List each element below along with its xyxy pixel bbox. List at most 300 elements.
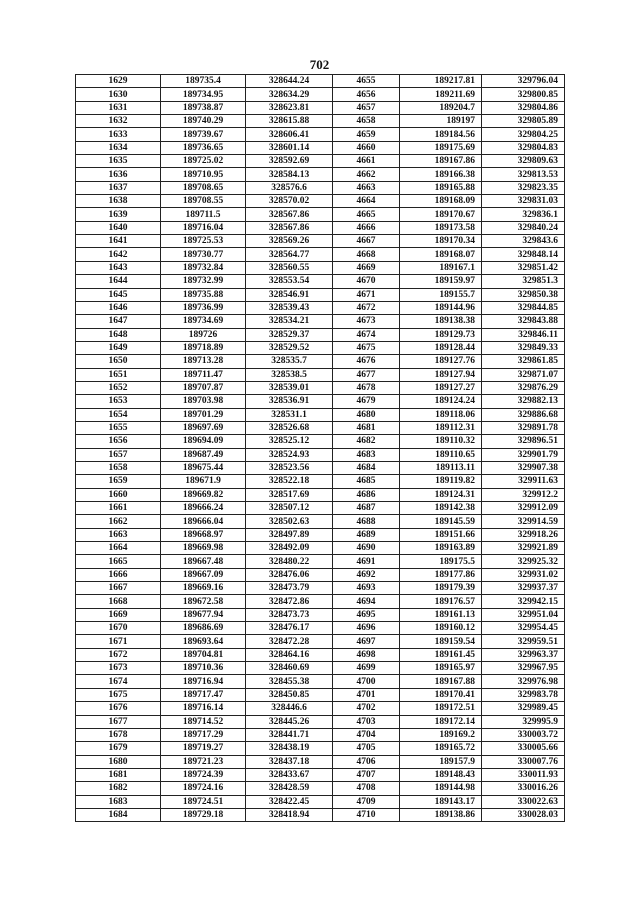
y-coordinate-left-cell: 328623.81 [246, 101, 333, 114]
y-coordinate-right-cell: 329796.04 [482, 75, 565, 88]
y-coordinate-left-cell: 328525.12 [246, 435, 333, 448]
x-coordinate-left-cell: 189671.9 [161, 475, 246, 488]
table-row [76, 728, 565, 741]
x-coordinate-right-cell: 189168.09 [400, 195, 482, 208]
y-coordinate-left-cell: 328546.91 [246, 288, 333, 301]
y-coordinate-left-cell: 328524.93 [246, 448, 333, 461]
point-number-left-cell: 1648 [76, 328, 161, 341]
x-coordinate-right-cell: 189175.5 [400, 555, 482, 568]
point-number-left-cell: 1642 [76, 248, 161, 261]
x-coordinate-left-cell: 189716.04 [161, 221, 246, 234]
x-coordinate-left-cell: 189719.27 [161, 742, 246, 755]
point-number-left-cell: 1652 [76, 381, 161, 394]
y-coordinate-left-cell: 328539.43 [246, 301, 333, 314]
x-coordinate-right-cell: 189129.73 [400, 328, 482, 341]
x-coordinate-right-cell: 189128.44 [400, 341, 482, 354]
point-number-left-cell: 1658 [76, 461, 161, 474]
x-coordinate-left-cell: 189667.48 [161, 555, 246, 568]
x-coordinate-left-cell: 189734.95 [161, 88, 246, 101]
table-row [76, 181, 565, 194]
point-number-left-cell: 1647 [76, 315, 161, 328]
point-number-right-cell: 4657 [333, 101, 400, 114]
table-row [76, 448, 565, 461]
point-number-left-cell: 1675 [76, 688, 161, 701]
y-coordinate-left-cell: 328553.54 [246, 275, 333, 288]
x-coordinate-right-cell: 189113.11 [400, 461, 482, 474]
point-number-right-cell: 4673 [333, 315, 400, 328]
y-coordinate-right-cell: 329901.79 [482, 448, 565, 461]
y-coordinate-left-cell: 328522.18 [246, 475, 333, 488]
table-row [76, 288, 565, 301]
y-coordinate-right-cell: 329918.26 [482, 528, 565, 541]
x-coordinate-right-cell: 189124.24 [400, 395, 482, 408]
point-number-right-cell: 4698 [333, 648, 400, 661]
x-coordinate-right-cell: 189175.69 [400, 141, 482, 154]
point-number-left-cell: 1682 [76, 782, 161, 795]
table-row [76, 368, 565, 381]
point-number-left-cell: 1661 [76, 502, 161, 515]
y-coordinate-left-cell: 328492.09 [246, 542, 333, 555]
point-number-left-cell: 1660 [76, 488, 161, 501]
y-coordinate-left-cell: 328534.21 [246, 315, 333, 328]
point-number-left-cell: 1666 [76, 568, 161, 581]
x-coordinate-left-cell: 189730.77 [161, 248, 246, 261]
x-coordinate-right-cell: 189155.7 [400, 288, 482, 301]
y-coordinate-right-cell: 329963.37 [482, 648, 565, 661]
x-coordinate-right-cell: 189161.45 [400, 648, 482, 661]
x-coordinate-right-cell: 189177.86 [400, 568, 482, 581]
y-coordinate-right-cell: 329851.42 [482, 261, 565, 274]
point-number-right-cell: 4701 [333, 688, 400, 701]
point-number-right-cell: 4681 [333, 421, 400, 434]
x-coordinate-right-cell: 189127.94 [400, 368, 482, 381]
table-row [76, 808, 565, 821]
y-coordinate-right-cell: 330022.63 [482, 795, 565, 808]
y-coordinate-right-cell: 329843.6 [482, 235, 565, 248]
point-number-left-cell: 1663 [76, 528, 161, 541]
y-coordinate-right-cell: 330007.76 [482, 755, 565, 768]
x-coordinate-right-cell: 189144.96 [400, 301, 482, 314]
point-number-right-cell: 4703 [333, 715, 400, 728]
point-number-right-cell: 4696 [333, 622, 400, 635]
point-number-left-cell: 1649 [76, 341, 161, 354]
table-row [76, 435, 565, 448]
point-number-left-cell: 1657 [76, 448, 161, 461]
table-row [76, 688, 565, 701]
point-number-right-cell: 4695 [333, 608, 400, 621]
x-coordinate-left-cell: 189726 [161, 328, 246, 341]
table-row [76, 568, 565, 581]
x-coordinate-right-cell: 189167.88 [400, 675, 482, 688]
x-coordinate-right-cell: 189143.17 [400, 795, 482, 808]
y-coordinate-right-cell: 329846.11 [482, 328, 565, 341]
point-number-right-cell: 4709 [333, 795, 400, 808]
point-number-right-cell: 4704 [333, 728, 400, 741]
y-coordinate-left-cell: 328634.29 [246, 88, 333, 101]
x-coordinate-right-cell: 189176.57 [400, 595, 482, 608]
y-coordinate-left-cell: 328601.14 [246, 141, 333, 154]
y-coordinate-right-cell: 329844.85 [482, 301, 565, 314]
y-coordinate-left-cell: 328531.1 [246, 408, 333, 421]
y-coordinate-right-cell: 330011.93 [482, 768, 565, 781]
y-coordinate-right-cell: 329995.9 [482, 715, 565, 728]
x-coordinate-left-cell: 189687.49 [161, 448, 246, 461]
table-row [76, 648, 565, 661]
x-coordinate-right-cell: 189110.65 [400, 448, 482, 461]
table-row [76, 421, 565, 434]
x-coordinate-right-cell: 189179.39 [400, 582, 482, 595]
point-number-right-cell: 4683 [333, 448, 400, 461]
y-coordinate-left-cell: 328476.17 [246, 622, 333, 635]
coordinates-table [75, 74, 565, 822]
x-coordinate-left-cell: 189736.99 [161, 301, 246, 314]
table-row [76, 355, 565, 368]
table-row [76, 715, 565, 728]
x-coordinate-left-cell: 189713.28 [161, 355, 246, 368]
table-row [76, 635, 565, 648]
y-coordinate-left-cell: 328606.41 [246, 128, 333, 141]
point-number-left-cell: 1632 [76, 115, 161, 128]
table-row [76, 488, 565, 501]
point-number-left-cell: 1644 [76, 275, 161, 288]
point-number-right-cell: 4668 [333, 248, 400, 261]
table-row [76, 248, 565, 261]
y-coordinate-right-cell: 329912.2 [482, 488, 565, 501]
x-coordinate-left-cell: 189697.69 [161, 421, 246, 434]
y-coordinate-right-cell: 329914.59 [482, 515, 565, 528]
point-number-left-cell: 1659 [76, 475, 161, 488]
table-row [76, 768, 565, 781]
y-coordinate-left-cell: 328523.56 [246, 461, 333, 474]
point-number-right-cell: 4658 [333, 115, 400, 128]
x-coordinate-right-cell: 189204.7 [400, 101, 482, 114]
y-coordinate-left-cell: 328560.55 [246, 261, 333, 274]
table-row [76, 155, 565, 168]
point-number-right-cell: 4707 [333, 768, 400, 781]
y-coordinate-right-cell: 330003.72 [482, 728, 565, 741]
x-coordinate-left-cell: 189677.94 [161, 608, 246, 621]
table-row [76, 675, 565, 688]
point-number-right-cell: 4699 [333, 662, 400, 675]
point-number-left-cell: 1639 [76, 208, 161, 221]
table-row [76, 582, 565, 595]
x-coordinate-left-cell: 189711.5 [161, 208, 246, 221]
y-coordinate-left-cell: 328569.26 [246, 235, 333, 248]
point-number-left-cell: 1676 [76, 702, 161, 715]
point-number-right-cell: 4660 [333, 141, 400, 154]
y-coordinate-left-cell: 328526.68 [246, 421, 333, 434]
y-coordinate-right-cell: 329851.3 [482, 275, 565, 288]
x-coordinate-left-cell: 189724.51 [161, 795, 246, 808]
x-coordinate-right-cell: 189138.38 [400, 315, 482, 328]
point-number-right-cell: 4686 [333, 488, 400, 501]
table-row [76, 755, 565, 768]
x-coordinate-left-cell: 189701.29 [161, 408, 246, 421]
point-number-left-cell: 1635 [76, 155, 161, 168]
y-coordinate-left-cell: 328615.88 [246, 115, 333, 128]
x-coordinate-left-cell: 189707.87 [161, 381, 246, 394]
table-row [76, 88, 565, 101]
x-coordinate-right-cell: 189170.41 [400, 688, 482, 701]
y-coordinate-left-cell: 328517.69 [246, 488, 333, 501]
y-coordinate-left-cell: 328539.01 [246, 381, 333, 394]
y-coordinate-left-cell: 328644.24 [246, 75, 333, 88]
table-row [76, 702, 565, 715]
table-row [76, 221, 565, 234]
point-number-left-cell: 1684 [76, 808, 161, 821]
x-coordinate-right-cell: 189211.69 [400, 88, 482, 101]
x-coordinate-right-cell: 189184.56 [400, 128, 482, 141]
point-number-right-cell: 4682 [333, 435, 400, 448]
x-coordinate-left-cell: 189714.52 [161, 715, 246, 728]
table-row [76, 195, 565, 208]
point-number-left-cell: 1665 [76, 555, 161, 568]
x-coordinate-left-cell: 189717.29 [161, 728, 246, 741]
point-number-right-cell: 4655 [333, 75, 400, 88]
table-row [76, 662, 565, 675]
table-row [76, 542, 565, 555]
table-row [76, 101, 565, 114]
point-number-left-cell: 1681 [76, 768, 161, 781]
x-coordinate-right-cell: 189167.86 [400, 155, 482, 168]
point-number-left-cell: 1678 [76, 728, 161, 741]
table-row [76, 595, 565, 608]
x-coordinate-left-cell: 189736.65 [161, 141, 246, 154]
point-number-left-cell: 1636 [76, 168, 161, 181]
y-coordinate-right-cell: 330005.66 [482, 742, 565, 755]
x-coordinate-left-cell: 189667.09 [161, 568, 246, 581]
y-coordinate-left-cell: 328438.19 [246, 742, 333, 755]
x-coordinate-right-cell: 189197 [400, 115, 482, 128]
point-number-right-cell: 4691 [333, 555, 400, 568]
table-row [76, 261, 565, 274]
y-coordinate-left-cell: 328445.26 [246, 715, 333, 728]
y-coordinate-right-cell: 329954.45 [482, 622, 565, 635]
point-number-left-cell: 1655 [76, 421, 161, 434]
table-row [76, 461, 565, 474]
y-coordinate-right-cell: 329805.89 [482, 115, 565, 128]
table-row [76, 328, 565, 341]
x-coordinate-left-cell: 189669.16 [161, 582, 246, 595]
x-coordinate-left-cell: 189710.36 [161, 662, 246, 675]
point-number-left-cell: 1670 [76, 622, 161, 635]
point-number-left-cell: 1680 [76, 755, 161, 768]
point-number-right-cell: 4708 [333, 782, 400, 795]
x-coordinate-right-cell: 189169.2 [400, 728, 482, 741]
x-coordinate-right-cell: 189167.1 [400, 261, 482, 274]
point-number-left-cell: 1669 [76, 608, 161, 621]
point-number-right-cell: 4664 [333, 195, 400, 208]
point-number-right-cell: 4667 [333, 235, 400, 248]
y-coordinate-right-cell: 329850.38 [482, 288, 565, 301]
table-row [76, 608, 565, 621]
point-number-right-cell: 4680 [333, 408, 400, 421]
y-coordinate-left-cell: 328473.79 [246, 582, 333, 595]
point-number-right-cell: 4669 [333, 261, 400, 274]
point-number-left-cell: 1637 [76, 181, 161, 194]
point-number-left-cell: 1679 [76, 742, 161, 755]
point-number-right-cell: 4694 [333, 595, 400, 608]
x-coordinate-left-cell: 189718.89 [161, 341, 246, 354]
point-number-right-cell: 4688 [333, 515, 400, 528]
point-number-right-cell: 4666 [333, 221, 400, 234]
point-number-right-cell: 4656 [333, 88, 400, 101]
x-coordinate-right-cell: 189172.14 [400, 715, 482, 728]
y-coordinate-right-cell: 329804.86 [482, 101, 565, 114]
x-coordinate-left-cell: 189703.98 [161, 395, 246, 408]
x-coordinate-right-cell: 189124.31 [400, 488, 482, 501]
x-coordinate-left-cell: 189735.88 [161, 288, 246, 301]
point-number-left-cell: 1656 [76, 435, 161, 448]
table-row [76, 475, 565, 488]
point-number-right-cell: 4702 [333, 702, 400, 715]
table-row [76, 528, 565, 541]
point-number-right-cell: 4676 [333, 355, 400, 368]
point-number-left-cell: 1673 [76, 662, 161, 675]
point-number-left-cell: 1668 [76, 595, 161, 608]
x-coordinate-left-cell: 189669.98 [161, 542, 246, 555]
point-number-left-cell: 1653 [76, 395, 161, 408]
table-row [76, 622, 565, 635]
table-row [76, 515, 565, 528]
x-coordinate-left-cell: 189716.14 [161, 702, 246, 715]
page-number: 702 [309, 57, 330, 72]
point-number-left-cell: 1662 [76, 515, 161, 528]
y-coordinate-right-cell: 329942.15 [482, 595, 565, 608]
point-number-right-cell: 4670 [333, 275, 400, 288]
x-coordinate-left-cell: 189668.97 [161, 528, 246, 541]
x-coordinate-right-cell: 189166.38 [400, 168, 482, 181]
point-number-right-cell: 4705 [333, 742, 400, 755]
y-coordinate-left-cell: 328570.02 [246, 195, 333, 208]
y-coordinate-left-cell: 328538.5 [246, 368, 333, 381]
x-coordinate-right-cell: 189159.97 [400, 275, 482, 288]
x-coordinate-right-cell: 189163.89 [400, 542, 482, 555]
y-coordinate-right-cell: 329967.95 [482, 662, 565, 675]
y-coordinate-left-cell: 328441.71 [246, 728, 333, 741]
x-coordinate-left-cell: 189724.39 [161, 768, 246, 781]
point-number-left-cell: 1650 [76, 355, 161, 368]
y-coordinate-right-cell: 329804.25 [482, 128, 565, 141]
y-coordinate-right-cell: 329800.85 [482, 88, 565, 101]
y-coordinate-right-cell: 329921.89 [482, 542, 565, 555]
x-coordinate-left-cell: 189725.53 [161, 235, 246, 248]
table-row [76, 275, 565, 288]
x-coordinate-left-cell: 189666.04 [161, 515, 246, 528]
y-coordinate-right-cell: 329976.98 [482, 675, 565, 688]
point-number-left-cell: 1651 [76, 368, 161, 381]
point-number-left-cell: 1641 [76, 235, 161, 248]
x-coordinate-right-cell: 189165.72 [400, 742, 482, 755]
y-coordinate-left-cell: 328473.73 [246, 608, 333, 621]
point-number-right-cell: 4685 [333, 475, 400, 488]
x-coordinate-left-cell: 189716.94 [161, 675, 246, 688]
y-coordinate-left-cell: 328529.52 [246, 341, 333, 354]
y-coordinate-left-cell: 328535.7 [246, 355, 333, 368]
table-row [76, 141, 565, 154]
y-coordinate-left-cell: 328472.28 [246, 635, 333, 648]
y-coordinate-left-cell: 328502.63 [246, 515, 333, 528]
x-coordinate-right-cell: 189160.12 [400, 622, 482, 635]
point-number-left-cell: 1643 [76, 261, 161, 274]
x-coordinate-left-cell: 189740.29 [161, 115, 246, 128]
y-coordinate-right-cell: 329882.13 [482, 395, 565, 408]
x-coordinate-right-cell: 189144.98 [400, 782, 482, 795]
point-number-left-cell: 1629 [76, 75, 161, 88]
y-coordinate-left-cell: 328422.45 [246, 795, 333, 808]
x-coordinate-right-cell: 189172.51 [400, 702, 482, 715]
point-number-left-cell: 1638 [76, 195, 161, 208]
y-coordinate-right-cell: 329823.35 [482, 181, 565, 194]
x-coordinate-right-cell: 189142.38 [400, 502, 482, 515]
x-coordinate-left-cell: 189725.02 [161, 155, 246, 168]
point-number-right-cell: 4675 [333, 341, 400, 354]
point-number-right-cell: 4689 [333, 528, 400, 541]
table-row [76, 742, 565, 755]
y-coordinate-right-cell: 329871.07 [482, 368, 565, 381]
point-number-left-cell: 1631 [76, 101, 161, 114]
table-row [76, 75, 565, 88]
point-number-left-cell: 1674 [76, 675, 161, 688]
table-row [76, 408, 565, 421]
y-coordinate-right-cell: 329891.78 [482, 421, 565, 434]
y-coordinate-right-cell: 329937.37 [482, 582, 565, 595]
x-coordinate-left-cell: 189694.09 [161, 435, 246, 448]
y-coordinate-left-cell: 328476.06 [246, 568, 333, 581]
y-coordinate-right-cell: 329886.68 [482, 408, 565, 421]
y-coordinate-right-cell: 329843.88 [482, 315, 565, 328]
table-row [76, 395, 565, 408]
y-coordinate-left-cell: 328418.94 [246, 808, 333, 821]
y-coordinate-right-cell: 329911.63 [482, 475, 565, 488]
y-coordinate-left-cell: 328428.59 [246, 782, 333, 795]
point-number-right-cell: 4678 [333, 381, 400, 394]
table-row [76, 315, 565, 328]
point-number-right-cell: 4687 [333, 502, 400, 515]
y-coordinate-right-cell: 329925.32 [482, 555, 565, 568]
point-number-right-cell: 4690 [333, 542, 400, 555]
table-row [76, 208, 565, 221]
point-number-right-cell: 4661 [333, 155, 400, 168]
y-coordinate-left-cell: 328446.6 [246, 702, 333, 715]
y-coordinate-right-cell: 329848.14 [482, 248, 565, 261]
x-coordinate-left-cell: 189721.23 [161, 755, 246, 768]
y-coordinate-right-cell: 329959.51 [482, 635, 565, 648]
point-number-right-cell: 4662 [333, 168, 400, 181]
x-coordinate-left-cell: 189669.82 [161, 488, 246, 501]
x-coordinate-left-cell: 189686.69 [161, 622, 246, 635]
x-coordinate-left-cell: 189704.81 [161, 648, 246, 661]
y-coordinate-left-cell: 328455.38 [246, 675, 333, 688]
y-coordinate-left-cell: 328529.37 [246, 328, 333, 341]
y-coordinate-right-cell: 329813.53 [482, 168, 565, 181]
x-coordinate-right-cell: 189112.31 [400, 421, 482, 434]
point-number-right-cell: 4672 [333, 301, 400, 314]
y-coordinate-right-cell: 329896.51 [482, 435, 565, 448]
table-row [76, 115, 565, 128]
y-coordinate-right-cell: 329876.29 [482, 381, 565, 394]
y-coordinate-left-cell: 328584.13 [246, 168, 333, 181]
point-number-left-cell: 1667 [76, 582, 161, 595]
point-number-left-cell: 1630 [76, 88, 161, 101]
x-coordinate-left-cell: 189693.64 [161, 635, 246, 648]
x-coordinate-right-cell: 189138.86 [400, 808, 482, 821]
table-row [76, 502, 565, 515]
x-coordinate-left-cell: 189724.16 [161, 782, 246, 795]
point-number-right-cell: 4693 [333, 582, 400, 595]
y-coordinate-right-cell: 329983.78 [482, 688, 565, 701]
x-coordinate-right-cell: 189151.66 [400, 528, 482, 541]
